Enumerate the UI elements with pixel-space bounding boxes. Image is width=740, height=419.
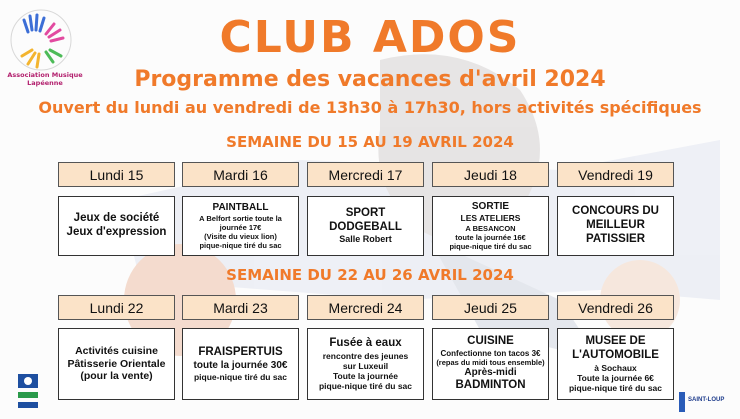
- activity-box: MUSEE DE L'AUTOMOBILE à Sochaux Toute la journée 6€ pique-nique tiré du sac: [557, 328, 674, 400]
- activity-box: FRAISPERTUIS toute la journée 30€ pique-nique tiré du sac: [182, 328, 299, 400]
- activity-box: PAINTBALL A Belfort sortie toute la journée 17€ (Visite du vieux lion) pique-nique tiré du sac: [182, 196, 299, 256]
- week2-heading: SEMAINE DU 22 AU 26 AVRIL 2024: [226, 266, 514, 284]
- activity-box: Activités cuisine Pâtisserie Orientale (pour la vente): [58, 328, 175, 400]
- activity-box: CUISINE Confectionne ton tacos 3€ (repas du midi tous ensemble) Après-midi BADMINTON: [432, 328, 549, 400]
- saint-loup-text: SAINT-LOUP: [688, 397, 725, 403]
- caf-logo-icon: [16, 372, 40, 412]
- activity-box: SORTIE LES ATELIERS A BESANCON toute la journée 16€ pique-nique tiré du sac: [432, 196, 549, 256]
- opening-hours: Ouvert du lundi au vendredi de 13h30 à 17h30, hors activités spécifiques: [38, 98, 702, 117]
- activity-box: Jeux de société Jeux d'expression: [58, 196, 175, 256]
- page-subtitle: Programme des vacances d'avril 2024: [134, 67, 606, 92]
- day-header: Vendredi 19: [557, 162, 674, 187]
- day-header: Mercredi 17: [307, 162, 424, 187]
- day-header: Mercredi 24: [307, 295, 424, 320]
- day-header: Mardi 16: [182, 162, 299, 187]
- activity-box: Fusée à eaux rencontre des jeunes sur Luxeuil Toute la journée pique-nique tiré du sac: [307, 328, 424, 400]
- day-header: Jeudi 18: [432, 162, 549, 187]
- day-header: Lundi 15: [58, 162, 175, 187]
- day-header: Lundi 22: [58, 295, 175, 320]
- activity-box: SPORT DODGEBALL Salle Robert: [307, 196, 424, 256]
- association-name: Association Musique Lapéenne: [7, 71, 83, 87]
- day-header: Jeudi 25: [432, 295, 549, 320]
- week1-heading: SEMAINE DU 15 AU 19 AVRIL 2024: [226, 133, 514, 151]
- day-header: Mardi 23: [182, 295, 299, 320]
- day-header: Vendredi 26: [557, 295, 674, 320]
- activity-box: CONCOURS DU MEILLEUR PATISSIER: [557, 196, 674, 256]
- page-title: CLUB ADOS: [219, 12, 521, 63]
